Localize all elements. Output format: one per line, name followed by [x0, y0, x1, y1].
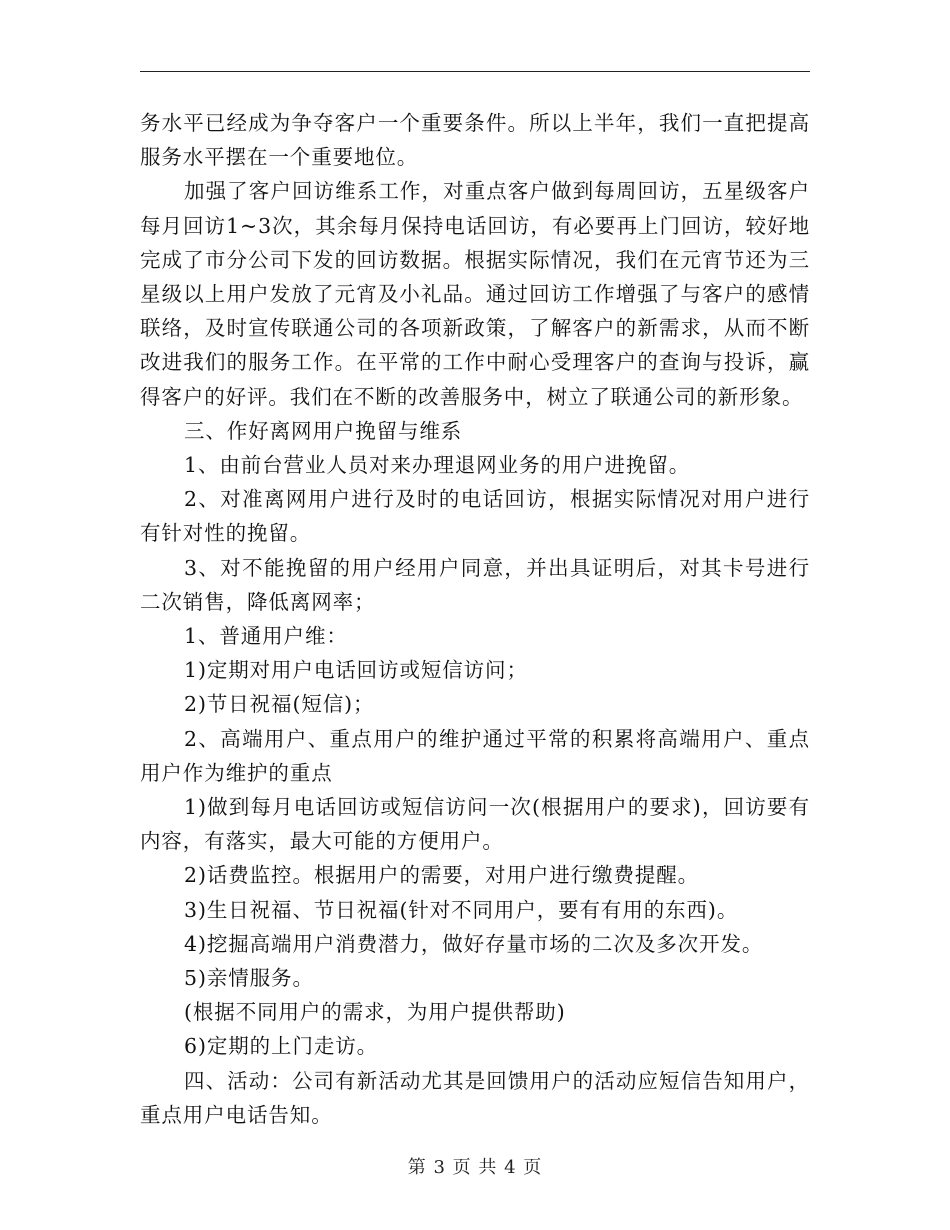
key-item-4: 4)挖掘高端用户消费潜力，做好存量市场的二次及多次开发。 [184, 931, 764, 956]
key-item-6: 6)定期的上门走访。 [184, 1034, 379, 1059]
key-item-5: 5)亲情服务。 [184, 966, 314, 991]
document-body [140, 106, 810, 1132]
paragraph-2: 加强了客户回访维系工作，对重点客户做到每周回访，五星级客户每月回访1~3次，其余每月保持电话回访，有必要再上门回访，较好地完成了市分公司下发的回访数据。根据实际情况，我们在元宵节还为三星级以上用户发放了元宵及小礼品。通过回访工作增强了与客户的感情联络，及时宣传联通公司的各项新政策，了解客户的新需求，从而不断改进我们的服务工作。在平常的工作中耐心受理客户的查询与投诉，赢得客户的好评。我们在不断的改善服务中，树立了联通公司的新形象。 [140, 179, 810, 409]
key-item-3: 3)生日祝福、节日祝福(针对不同用户，要有有用的东西)。 [184, 897, 739, 922]
list-item-2: 2、对准离网用户进行及时的电话回访，根据实际情况对用户进行有针对性的挽留。 [140, 487, 810, 546]
subheading-key-users: 2、高端用户、重点用户的维护通过平常的积累将高端用户、重点用户作为维护的重点 [140, 726, 810, 785]
paragraph-1: 务水平已经成为争夺客户一个重要条件。所以上半年，我们一直把提高服务水平摆在一个重要地位。 [140, 111, 810, 170]
regular-item-2: 2)节日祝福(短信)； [184, 692, 375, 717]
list-item-1: 1、由前台营业人员对来办理退网业务的用户进挽留。 [184, 453, 691, 478]
key-item-1: 1)做到每月电话回访或短信访问一次(根据用户的要求)，回访要有内容，有落实，最大可能的方便用户。 [140, 795, 810, 854]
regular-item-1: 1)定期对用户电话回访或短信访问； [184, 658, 528, 683]
section-heading-3: 三、作好离网用户挽留与维系 [184, 418, 463, 443]
key-item-2: 2)话费监控。根据用户的需要，对用户进行缴费提醒。 [184, 863, 700, 888]
section-heading-4: 四、活动：公司有新活动尤其是回馈用户的活动应短信告知用户，重点用户电话告知。 [140, 1068, 810, 1127]
key-item-5-note: (根据不同用户的需求，为用户提供帮助) [184, 1000, 566, 1025]
header-rule [140, 71, 810, 72]
page-footer: 第 3 页 共 4 页 [407, 1157, 543, 1178]
list-item-3: 3、对不能挽留的用户经用户同意，并出具证明后，对其卡号进行二次销售，降低离网率； [140, 555, 810, 614]
subheading-regular-users: 1、普通用户维： [184, 624, 348, 649]
